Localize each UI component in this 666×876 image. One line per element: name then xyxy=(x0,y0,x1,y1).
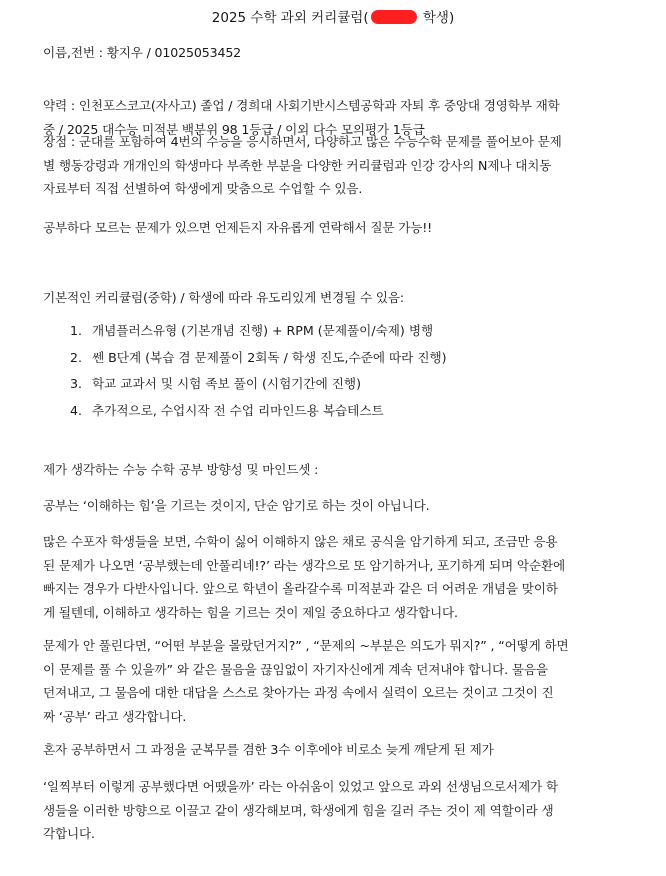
title-prefix: 2025 수학 과외 커리큘럼( xyxy=(211,10,369,26)
document-title xyxy=(0,8,666,28)
curriculum-item: 3. 학교 교과서 및 시험 족보 풀이 (시험기간에 진행) xyxy=(70,376,361,391)
mindset-paragraph-5: ‘일찍부터 이렇게 공부했다면 어땠을까’ 라는 아쉬움이 있었고 앞으로 과외 선생님으로서제가 학 생들을 이러한 방향으로 이끌고 같이 생각해보며, 학생에게 힘을 길러 주는 것이 제 역할이라 생 각합니다. xyxy=(43,779,558,841)
mindset-paragraph-4: 혼자 공부하면서 그 과정을 군복무를 겸한 3수 이후에야 비로소 늦게 깨닫게 된 제가 xyxy=(43,742,494,757)
mindset-paragraph-3: 문제가 안 풀린다면, “어떤 부분을 몰랐던거지?” , “문제의 ~부분은 의도가 뭐지?” , “어떻게 하면 이 문제를 풀 수 있을까” 와 같은 물음을 끊임없이 자기자신에게 계속 던져내야 합니다. 물음을 던져내고, 그 물음에 대한 대답을 스스로 찾아가는 과정 속에서 실력이 오르는 것이고 그것이 진 짜 ‘공부’ 라고 생각합니다. xyxy=(43,638,569,724)
career-paragraph: 약력 : 인천포스코고(자사고) 졸업 / 경희대 사회기반시스템공학과 자퇴 후 중앙대 경영학부 재학 중 / 2025 대수능 미적분 백분위 98 1등급 / 이외 다수 모의평가 1등급 xyxy=(43,98,560,137)
curriculum-item: 2. 쎈 B단계 (복습 겸 문제풀이 2회독 / 학생 진도,수준에 따라 진행) xyxy=(70,349,447,365)
curriculum-item: 1. 개념플러스유형 (기본개념 진행) + RPM (문제풀이/숙제) 병행 xyxy=(70,323,434,338)
title-suffix: 학생) xyxy=(418,10,455,26)
curriculum-item: 4. 추가적으로, 수업시작 전 수업 리마인드용 복습테스트 xyxy=(70,402,384,418)
curriculum-list xyxy=(70,318,630,424)
name-phone-line: 이름,전번 : 황지우 / 01025053452 xyxy=(43,45,242,60)
contact-note: 공부하다 모르는 문제가 있으면 언제든지 자유롭게 연락해서 질문 가능!! xyxy=(43,220,433,235)
strength-paragraph-lines: 장점 : 군대를 포함하여 4번의 수능을 응시하면서, 다양하고 많은 수능수학 문제를 풀어보아 문제 별 행동강령과 개개인의 학생마다 부족한 부분을 다양한 커리큘럼과 인강 강사의 N제나 대치동 자료부터 직접 선별하여 학생에게 맞춤으로 수업할 수 있음. xyxy=(43,134,562,196)
curriculum-heading: 기본적인 커리큘럼(중학) / 학생에 따라 유도리있게 변경될 수 있음: xyxy=(43,290,404,305)
redaction-mark xyxy=(371,10,417,24)
mindset-paragraph-2: 많은 수포자 학생들을 보면, 수학이 싫어 이해하지 않은 채로 공식을 암기하게 되고, 조금만 응용 된 문제가 나오면 ‘공부했는데 안풀리네!?’ 라는 생각으로 또 암기하거나, 포기하게 되며 악순환에 빠지는 경우가 다반사입니다. 앞으로 학년이 올라갈수록 미적분과 같은 더 어려운 개념을 맞이하 게 될텐데, 이해하고 생각하는 힘을 기르는 것이 제일 중요하다고 생각합니다. xyxy=(43,534,565,620)
mindset-heading: 제가 생각하는 수능 수학 공부 방향성 및 마인드셋 : xyxy=(43,462,319,477)
mindset-paragraph-1: 공부는 ‘이해하는 힘’을 기르는 것이지, 단순 암기로 하는 것이 아닙니다. xyxy=(43,498,430,513)
